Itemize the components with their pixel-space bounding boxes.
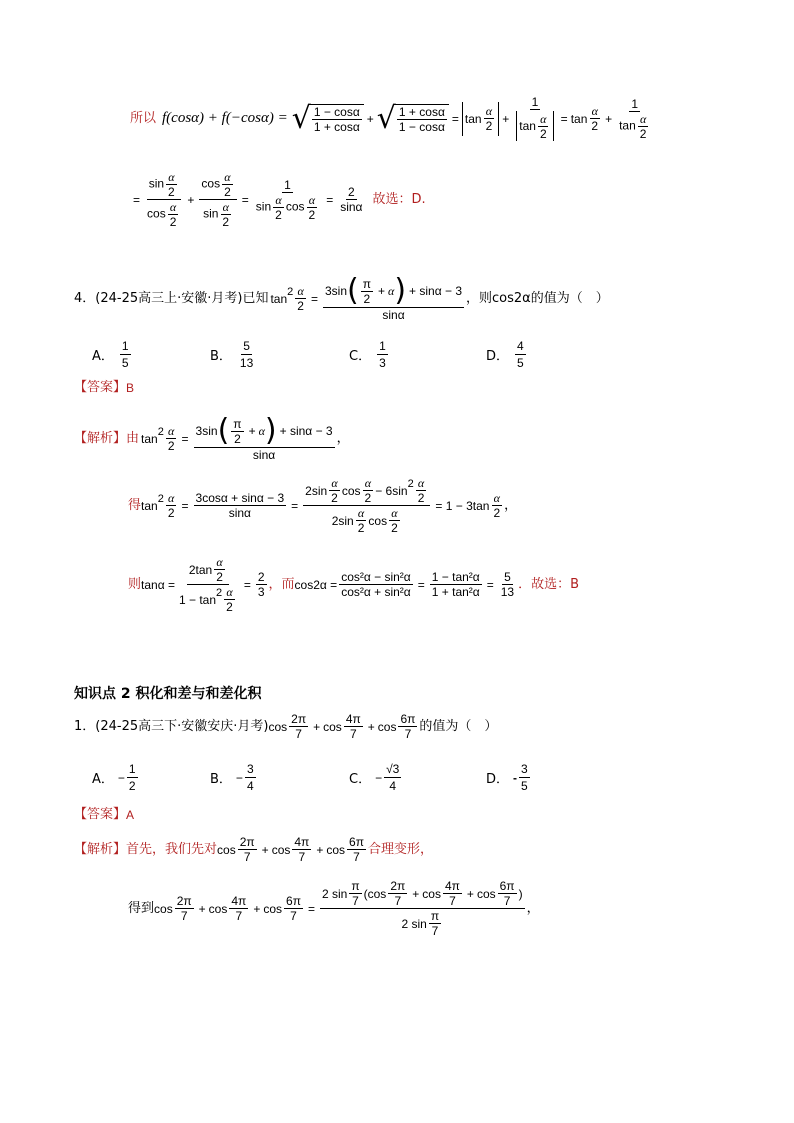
- q1-option-b[interactable]: B． − $\frac{3}{4}$: [210, 762, 254, 793]
- q4-answer: 【答案】 B: [74, 380, 135, 395]
- q1-analysis-line-2: 得到 cos $\frac{2\pi}{7}$ + cos $\frac{4\pi}{7}$ + cos $\frac{6\pi}{7}$ = 2 sin $\frac{\pi}{7}$ ( cos $\frac{2\pi}{7}$ + cos $\frac{4\pi}{7}$ + cos $\frac{6\pi}{7}$ ) 2 sin $\frac{\pi}{7}$ ，: [128, 879, 540, 938]
- one-over-tan: 1 tan $\frac{\alpha}{2}$: [619, 96, 647, 141]
- q4-given-fraction: 3sin ( $\frac{\pi}{2}$ + α ) + sinα − 3 sinα: [324, 273, 463, 322]
- sqrt-term-1: √ $\frac{1 - \cos\alpha}{1 + \cos\alpha}$: [292, 104, 364, 134]
- question-4-stem: 4．(24-25高三上·安徽·月考)已知 tan 2 $\frac{\alpha}{2}$ = 3sin ( $\frac{\pi}{2}$ + α ) + sinα − 3 sinα ，则cos2α的值为（ ）: [74, 273, 609, 322]
- section-heading: 知识点 2 积化和差与和差化积: [74, 686, 262, 702]
- q1-answer: 【答案】 A: [74, 807, 135, 822]
- q4-option-a[interactable]: A． $\frac{1}{5}$: [92, 339, 129, 370]
- so-label: 所以: [130, 111, 157, 126]
- q4-option-c[interactable]: C． $\frac{1}{3}$: [349, 339, 386, 370]
- q1-option-c[interactable]: C． − $\frac{√3}{4}$: [349, 762, 400, 793]
- q4-analysis-line-2: 得 tan 2 $\frac{\alpha}{2}$ = $\frac{3\cos\alpha + \sin\alpha - 3}{\sin\alpha}$ = 2sin $\frac{\alpha}{2}$ cos $\frac{\alpha}{2}$ − 6sin 2 $\frac{\alpha}{2}$ 2sin $\frac{\alpha}{2}$ cos $\frac{\alpha}{2}$ = 1 − 3tan $\frac{\alpha}{2}$ ，: [128, 476, 518, 535]
- q1-option-a[interactable]: A． − $\frac{1}{2}$: [92, 762, 136, 793]
- f-expression: f(cosα) + f(−cosα) =: [162, 110, 288, 126]
- derivation-line-2: = sin $\frac{\alpha}{2}$ cos $\frac{\alpha}{2}$ + cos $\frac{\alpha}{2}$ sin $\frac{\alpha}{2}$ = 1 sin $\frac{\alpha}{2}$ cos $\frac{\alpha}{2}$ = $\frac{2}{\sin\alpha}$ 故选：D.: [133, 170, 426, 229]
- abs-tan-half: tan $\frac{\alpha}{2}$: [462, 102, 499, 136]
- q1-analysis-line-1: 【解析】 首先，我们先对 cos $\frac{2\pi}{7}$ + cos $\frac{4\pi}{7}$ + cos $\frac{6\pi}{7}$ 合理变形，: [74, 835, 433, 864]
- question-1-stem: 1．(24-25高三下·安徽安庆·月考) cos $\frac{2\pi}{7}$ + cos $\frac{4\pi}{7}$ + cos $\frac{6\pi}{7}$ 的值为（ ）: [74, 712, 498, 741]
- one-over-abs-tan: 1 tan $\frac{\alpha}{2}$: [514, 96, 555, 141]
- sqrt-term-2: √ $\frac{1 + \cos\alpha}{1 - \cos\alpha}$: [377, 104, 449, 134]
- q1-option-d[interactable]: D． - $\frac{3}{5}$: [486, 762, 528, 793]
- answer-d-note: 故选：D.: [372, 192, 426, 207]
- q4-analysis-line-1: 【解析】 由 tan 2 $\frac{\alpha}{2}$ = 3sin ( $\frac{\pi}{2}$ + α ) + sinα − 3 sinα ，: [74, 413, 350, 462]
- q4-analysis-line-3: 则 tanα = 2tan $\frac{\alpha}{2}$ 1 − tan 2 $\frac{\alpha}{2}$ = $\frac{2}{3}$ ，而 cos2α = $\frac{\text{cos²α − sin²α}}{\text{cos²α + sin²α}}$ = $\frac{\text{1 − tan²α}}{\text{1 + tan²α}}$ = $\frac{5}{13}$ ．故选：B: [128, 555, 580, 614]
- q4-option-b[interactable]: B． $\frac{5}{13}$: [210, 339, 254, 370]
- derivation-line-1: 所以 f(cosα) + f(−cosα) = √ $\frac{1 - \cos\alpha}{1 + \cos\alpha}$ + √ $\frac{1 + \cos\alpha}{1 - \cos\alpha}$ = tan $\frac{\alpha}{2}$ + 1 tan $\frac{\alpha}{2}$ = tan $\frac{\alpha}{2}$ + 1 tan $\frac{\alpha}{2}$: [130, 96, 654, 141]
- q4-option-d[interactable]: D． $\frac{4}{5}$: [486, 339, 524, 370]
